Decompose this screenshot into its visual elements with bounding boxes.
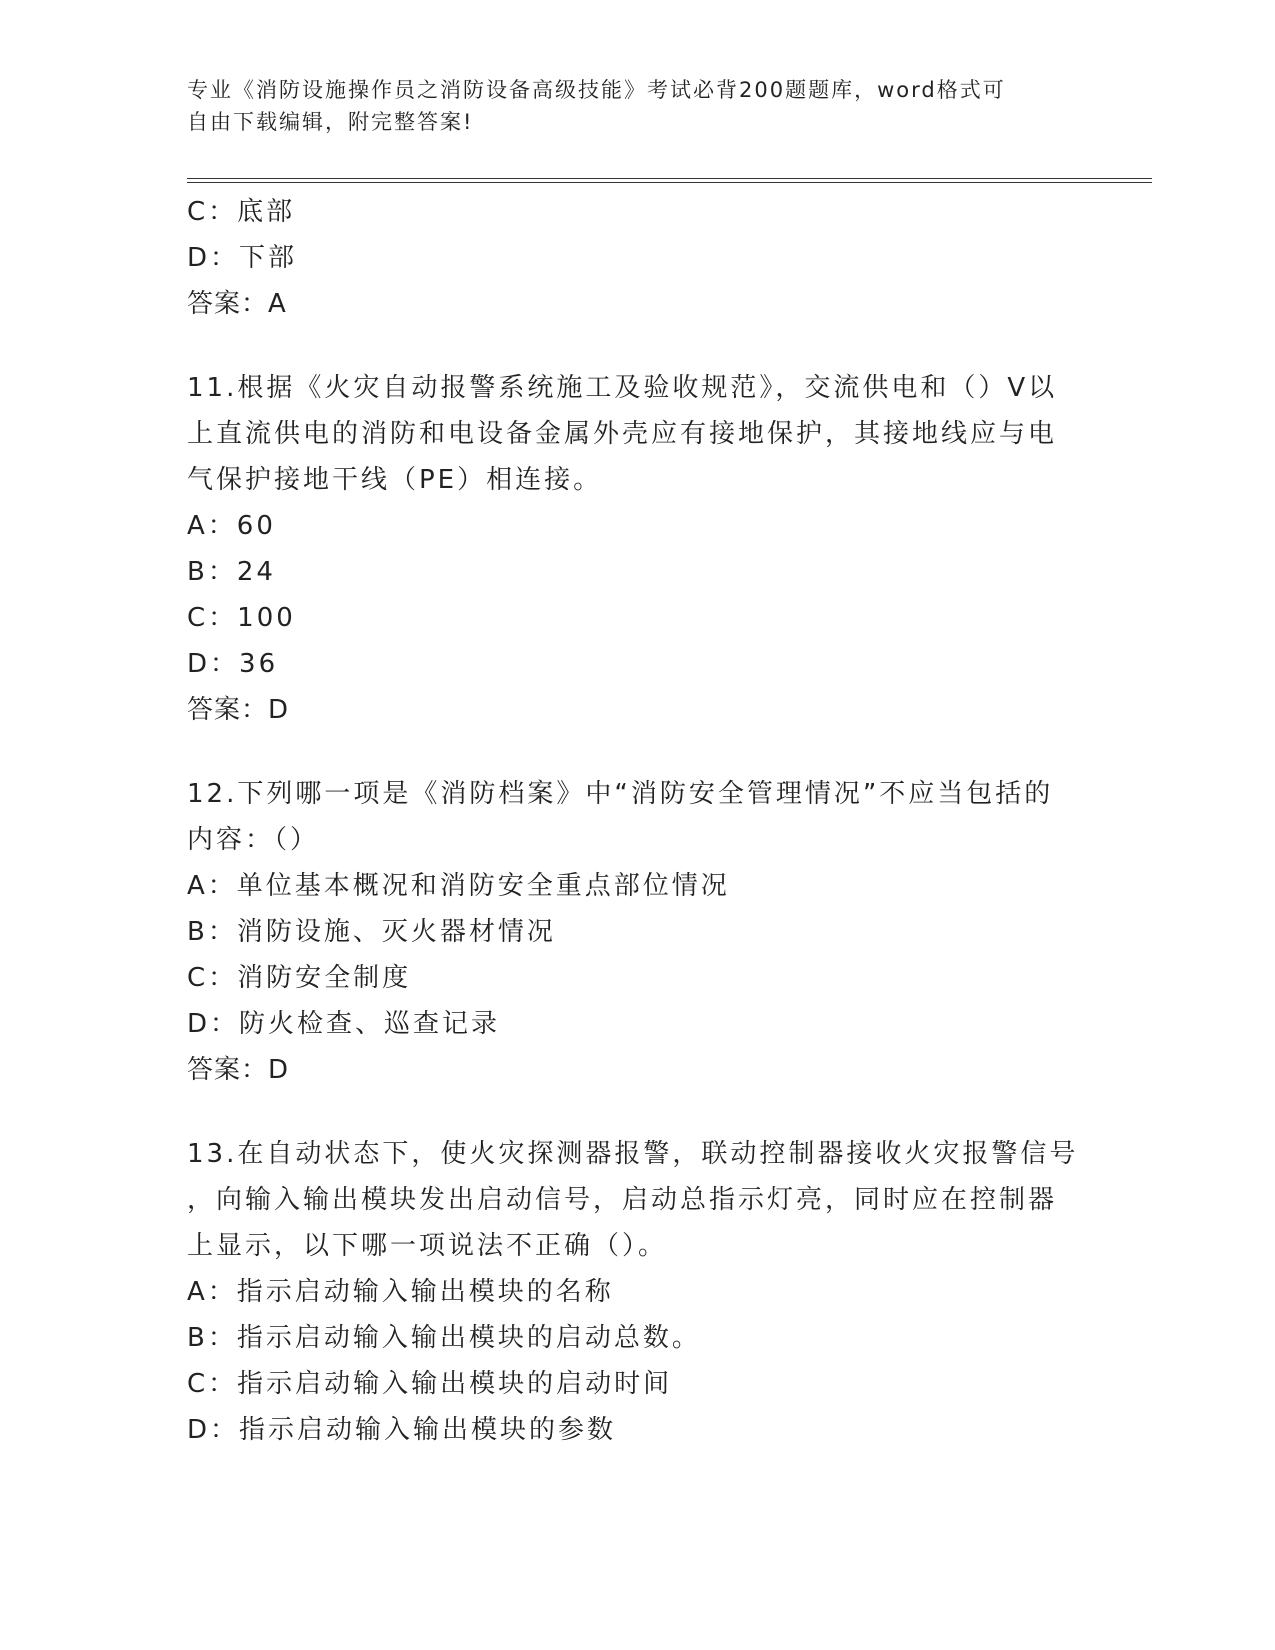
q11-text-line-3: 气保护接地干线（PE）相连接。 xyxy=(187,465,603,495)
header-divider-bottom xyxy=(187,182,1152,183)
q13-text-line-2: ，向输入输出模块发出启动信号，启动总指示灯亮，同时应在控制器 xyxy=(187,1185,1058,1215)
question-11 xyxy=(187,365,1087,733)
q10-option-c: C：底部 xyxy=(187,197,296,227)
q13-text-line-1: 13.在自动状态下，使火灾探测器报警，联动控制器接收火灾报警信号 xyxy=(187,1139,1079,1169)
q13-option-a: A：指示启动输入输出模块的名称 xyxy=(187,1277,614,1307)
question-10-tail xyxy=(187,189,1087,327)
q11-option-d: D：36 xyxy=(187,649,279,679)
q10-option-d: D：下部 xyxy=(187,243,298,273)
header-line-1: 专业《消防设施操作员之消防设备高级技能》考试必背200题题库，word格式可 xyxy=(187,78,1006,102)
q11-text-line-2: 上直流供电的消防和电设备金属外壳应有接地保护，其接地线应与电 xyxy=(187,419,1058,449)
q12-option-a: A：单位基本概况和消防安全重点部位情况 xyxy=(187,871,730,901)
header-divider-top xyxy=(187,178,1152,179)
q13-text-line-3: 上显示，以下哪一项说法不正确（）。 xyxy=(187,1231,668,1261)
q11-option-c: C：100 xyxy=(187,603,296,633)
q11-option-b: B：24 xyxy=(187,557,276,587)
header-line-2: 自由下载编辑，附完整答案! xyxy=(187,110,474,134)
q12-option-d: D：防火检查、巡查记录 xyxy=(187,1009,501,1039)
q11-text-line-1: 11.根据《火灾自动报警系统施工及验收规范》，交流供电和（）V以 xyxy=(187,373,1058,403)
q12-option-b: B：消防设施、灭火器材情况 xyxy=(187,917,556,947)
question-13 xyxy=(187,1131,1087,1453)
document-body xyxy=(187,189,1087,1453)
q12-text-line-1: 12.下列哪一项是《消防档案》中“消防安全管理情况”不应当包括的 xyxy=(187,779,1054,809)
q10-answer: 答案：A xyxy=(187,289,287,319)
document-header xyxy=(187,74,1067,138)
q11-option-a: A：60 xyxy=(187,511,276,541)
q13-option-c: C：指示启动输入输出模块的启动时间 xyxy=(187,1369,673,1399)
question-12 xyxy=(187,771,1087,1093)
q12-answer: 答案：D xyxy=(187,1055,290,1085)
q13-option-d: D：指示启动输入输出模块的参数 xyxy=(187,1415,617,1445)
q11-answer: 答案：D xyxy=(187,695,290,725)
q12-option-c: C：消防安全制度 xyxy=(187,963,412,993)
q12-text-line-2: 内容：（） xyxy=(187,825,320,855)
q13-option-b: B：指示启动输入输出模块的启动总数。 xyxy=(187,1323,701,1353)
